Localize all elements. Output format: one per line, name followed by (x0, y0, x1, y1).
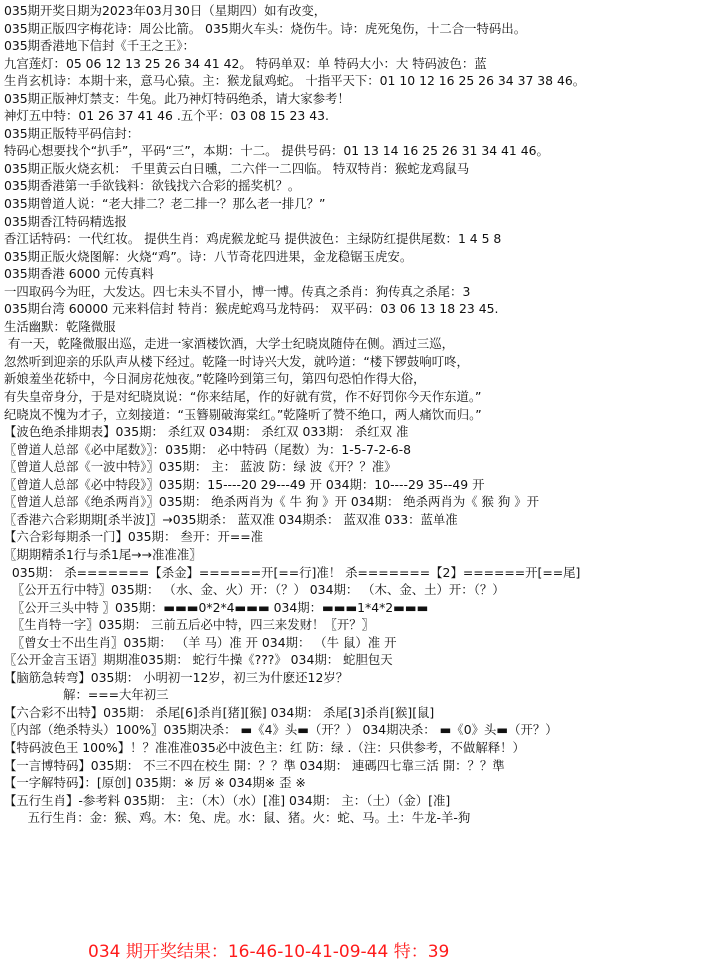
text-line: 〖期期精杀1行与杀1尾→→准准准〗 (4, 546, 202, 562)
lottery-document (4, 2, 707, 827)
story-line: 有失皇帝身分，于是对纪晓岚说：“你来结尾，作的好就有赏，作不好罚你今天作东道。” (4, 389, 482, 405)
text-line: 【波色绝杀排期表】035期： 杀红双 034期： 杀红双 033期： 杀红双 准 (4, 424, 409, 440)
story-line: 忽然听到迎亲的乐队声从楼下经过。乾隆一时诗兴大发，就吟道：“楼下锣鼓响叮咚， (4, 353, 469, 369)
text-line: 〖生肖特一字〗035期： 三前五后必中特，四三来发财！〖开？〗 (4, 617, 375, 633)
text-line: 【特码波色王 100%】！？准准准035必中波色主：红 防：绿 .（注：只供参考，不做解释！） (4, 739, 525, 755)
text-line: 五行生肖：金：猴、鸡。木：兔、虎。水：鼠、猪。火：蛇、马。土：牛龙-羊-狗 (4, 810, 471, 826)
text-line: 〖公开五行中特〗035期： （水、金、火）开：（？） 034期： （木、金、土）开：（？） (4, 582, 505, 598)
draw-result-footer: 034 期开奖结果：16-46-10-41-09-44 特：39 (88, 942, 450, 962)
text-line: 035期香港第一手欲钱料：欲钱找六合彩的摇奖机？。 (4, 178, 301, 194)
text-line: 【脑筋急转弯】035期： 小明初一12岁，初三为什麽还12岁？ (4, 669, 349, 685)
text-line: 035期香港 6000 元传真料 (4, 266, 154, 282)
text-line: 生活幽默：乾隆微服 (4, 318, 116, 334)
text-line: 神灯五中特：01 26 37 41 46 .五个平：03 08 15 23 43. (4, 108, 329, 124)
text-line: 035期正版火烧玄机： 千里黄云白日曛，二六伴一二四临。 特双特肖：猴蛇龙鸡鼠马 (4, 160, 470, 176)
text-line: 【五行生肖】-参考料 035期： 主：（木）（水）[准] 034期： 主：（土）（金）[准] (4, 792, 451, 808)
text-line: 035期香江特码精选报 (4, 213, 127, 229)
text-line: 〖曾道人总部《必中特段》〗035期：15----20 29---49 开 034期：10----29 35--49 开 (4, 476, 485, 492)
text-line: 解：===大年初三 (4, 687, 169, 703)
text-line: 〖内部（绝杀特头）100%〗035期决杀： ▬《4》头▬（开？） 034期决杀： ▬《0》头▬（开？） (4, 722, 558, 738)
text-line: 035期： 杀=======【杀金】======开[==行]准！ 杀=======【2】======开[==尾] (4, 564, 581, 580)
text-line: 【一言博特码】035期： 不三不四在校生 開：？？準 034期： 連碼四七靠三活 開：？？準 (4, 757, 505, 773)
text-line: 〖香港六合彩期期[杀半波]〗→035期杀： 蓝双准 034期杀： 蓝双准 033：蓝单准 (4, 511, 458, 527)
text-line: 035期曾道人说：“老大排二？老二排一？那么老一排几？” (4, 196, 326, 212)
text-line: 〖曾道人总部《一波中特》〗035期： 主： 蓝波 防：绿 波《开？？准》 (4, 459, 397, 475)
text-line: 035期开奖日期为2023年03月30日（星期四）如有改变， (4, 3, 327, 18)
story-line: 有一天，乾隆微服出巡，走进一家酒楼饮酒，大学士纪晓岚随侍在侧。酒过三巡， (4, 336, 455, 352)
text-line: 〖公开三头中特 〗035期：▬▬▬0*2*4▬▬▬ 034期：▬▬▬1*4*2▬▬▬ (4, 599, 429, 615)
text-line: 特码心想要找个“扒手”，平码“三”，本期：十二。 提供号码：01 13 14 16 25 26 31 34 41 46。 (4, 143, 549, 159)
text-line: 生肖玄机诗：本期十来，意马心猿。主：猴龙鼠鸡蛇。 十指平天下：01 10 12 16 25 26 34 37 38 46。 (4, 73, 586, 89)
story-line: 纪晓岚不愧为才子，立刻接道：“玉簪剔破海棠红。”乾隆听了赞不绝口，两人痛饮而归。” (4, 406, 482, 422)
text-line: 一四取码今为旺，大发达。四七未头不冒小，博一博。传真之杀肖：狗传真之杀尾：3 (4, 283, 471, 299)
text-line: 【六合彩不出特】035期： 杀尾[6]杀肖[猪][猴] 034期： 杀尾[3]杀肖[猴][鼠] (4, 704, 435, 720)
story-line: 新娘羞坐花轿中，今日洞房花烛夜。”乾隆吟到第三句，第四句恐怕作得大俗， (4, 371, 426, 387)
text-line: 〖曾道人总部《必中尾数》〗：035期： 必中特码（尾数）为：1-5-7-2-6-8 (4, 441, 411, 457)
text-line: 035期正版四字梅花诗：周公比箭。 035期火车头：烧伤牛。诗：虎死兔伤，十二合一特码出。 (4, 20, 527, 36)
text-line: 九宫莲灯：05 06 12 13 25 26 34 41 42。 特码单双：单 特码大小：大 特码波色：蓝 (4, 55, 487, 71)
text-line: 香江话特码：一代红妆。 提供生肖：鸡虎猴龙蛇马 提供波色：主绿防红提供尾数：1 4 5 8 (4, 231, 502, 247)
text-line: 【一字解特码】：[原创] 035期：※ 厉 ※ 034期※ 歪 ※ (4, 775, 306, 791)
text-line: 035期正版神灯禁支：牛兔。此乃神灯特码绝杀，请大家参考！ (4, 90, 350, 106)
text-line: 〖曾女士不出生肖〗035期： （羊 马）准 开 034期： （牛 鼠）准 开 (4, 634, 397, 650)
text-line: 〖公开金言玉语〗期期准035期： 蛇行牛操《???》 034期： 蛇胆包天 (4, 652, 393, 668)
text-line: 〖曾道人总部《绝杀两肖》〗035期： 绝杀两肖为《 牛 狗 》开 034期： 绝杀两肖为《 猴 狗 》开 (4, 494, 539, 510)
text-line: 【六合彩每期杀一门】035期： 叁开：开==准 (4, 529, 263, 545)
text-line: 035期正版火烧图解：火烧“鸡”。诗：八节奇花四进果，金龙稳锯玉虎安。 (4, 248, 413, 264)
text-line: 035期香港地下信封《千王之王》： (4, 38, 195, 54)
text-line: 035期台湾 60000 元来料信封 特肖：猴虎蛇鸡马龙特码： 双平码：03 06 13 18 23 45. (4, 301, 499, 317)
text-line: 035期正版特平码信封： (4, 125, 140, 141)
